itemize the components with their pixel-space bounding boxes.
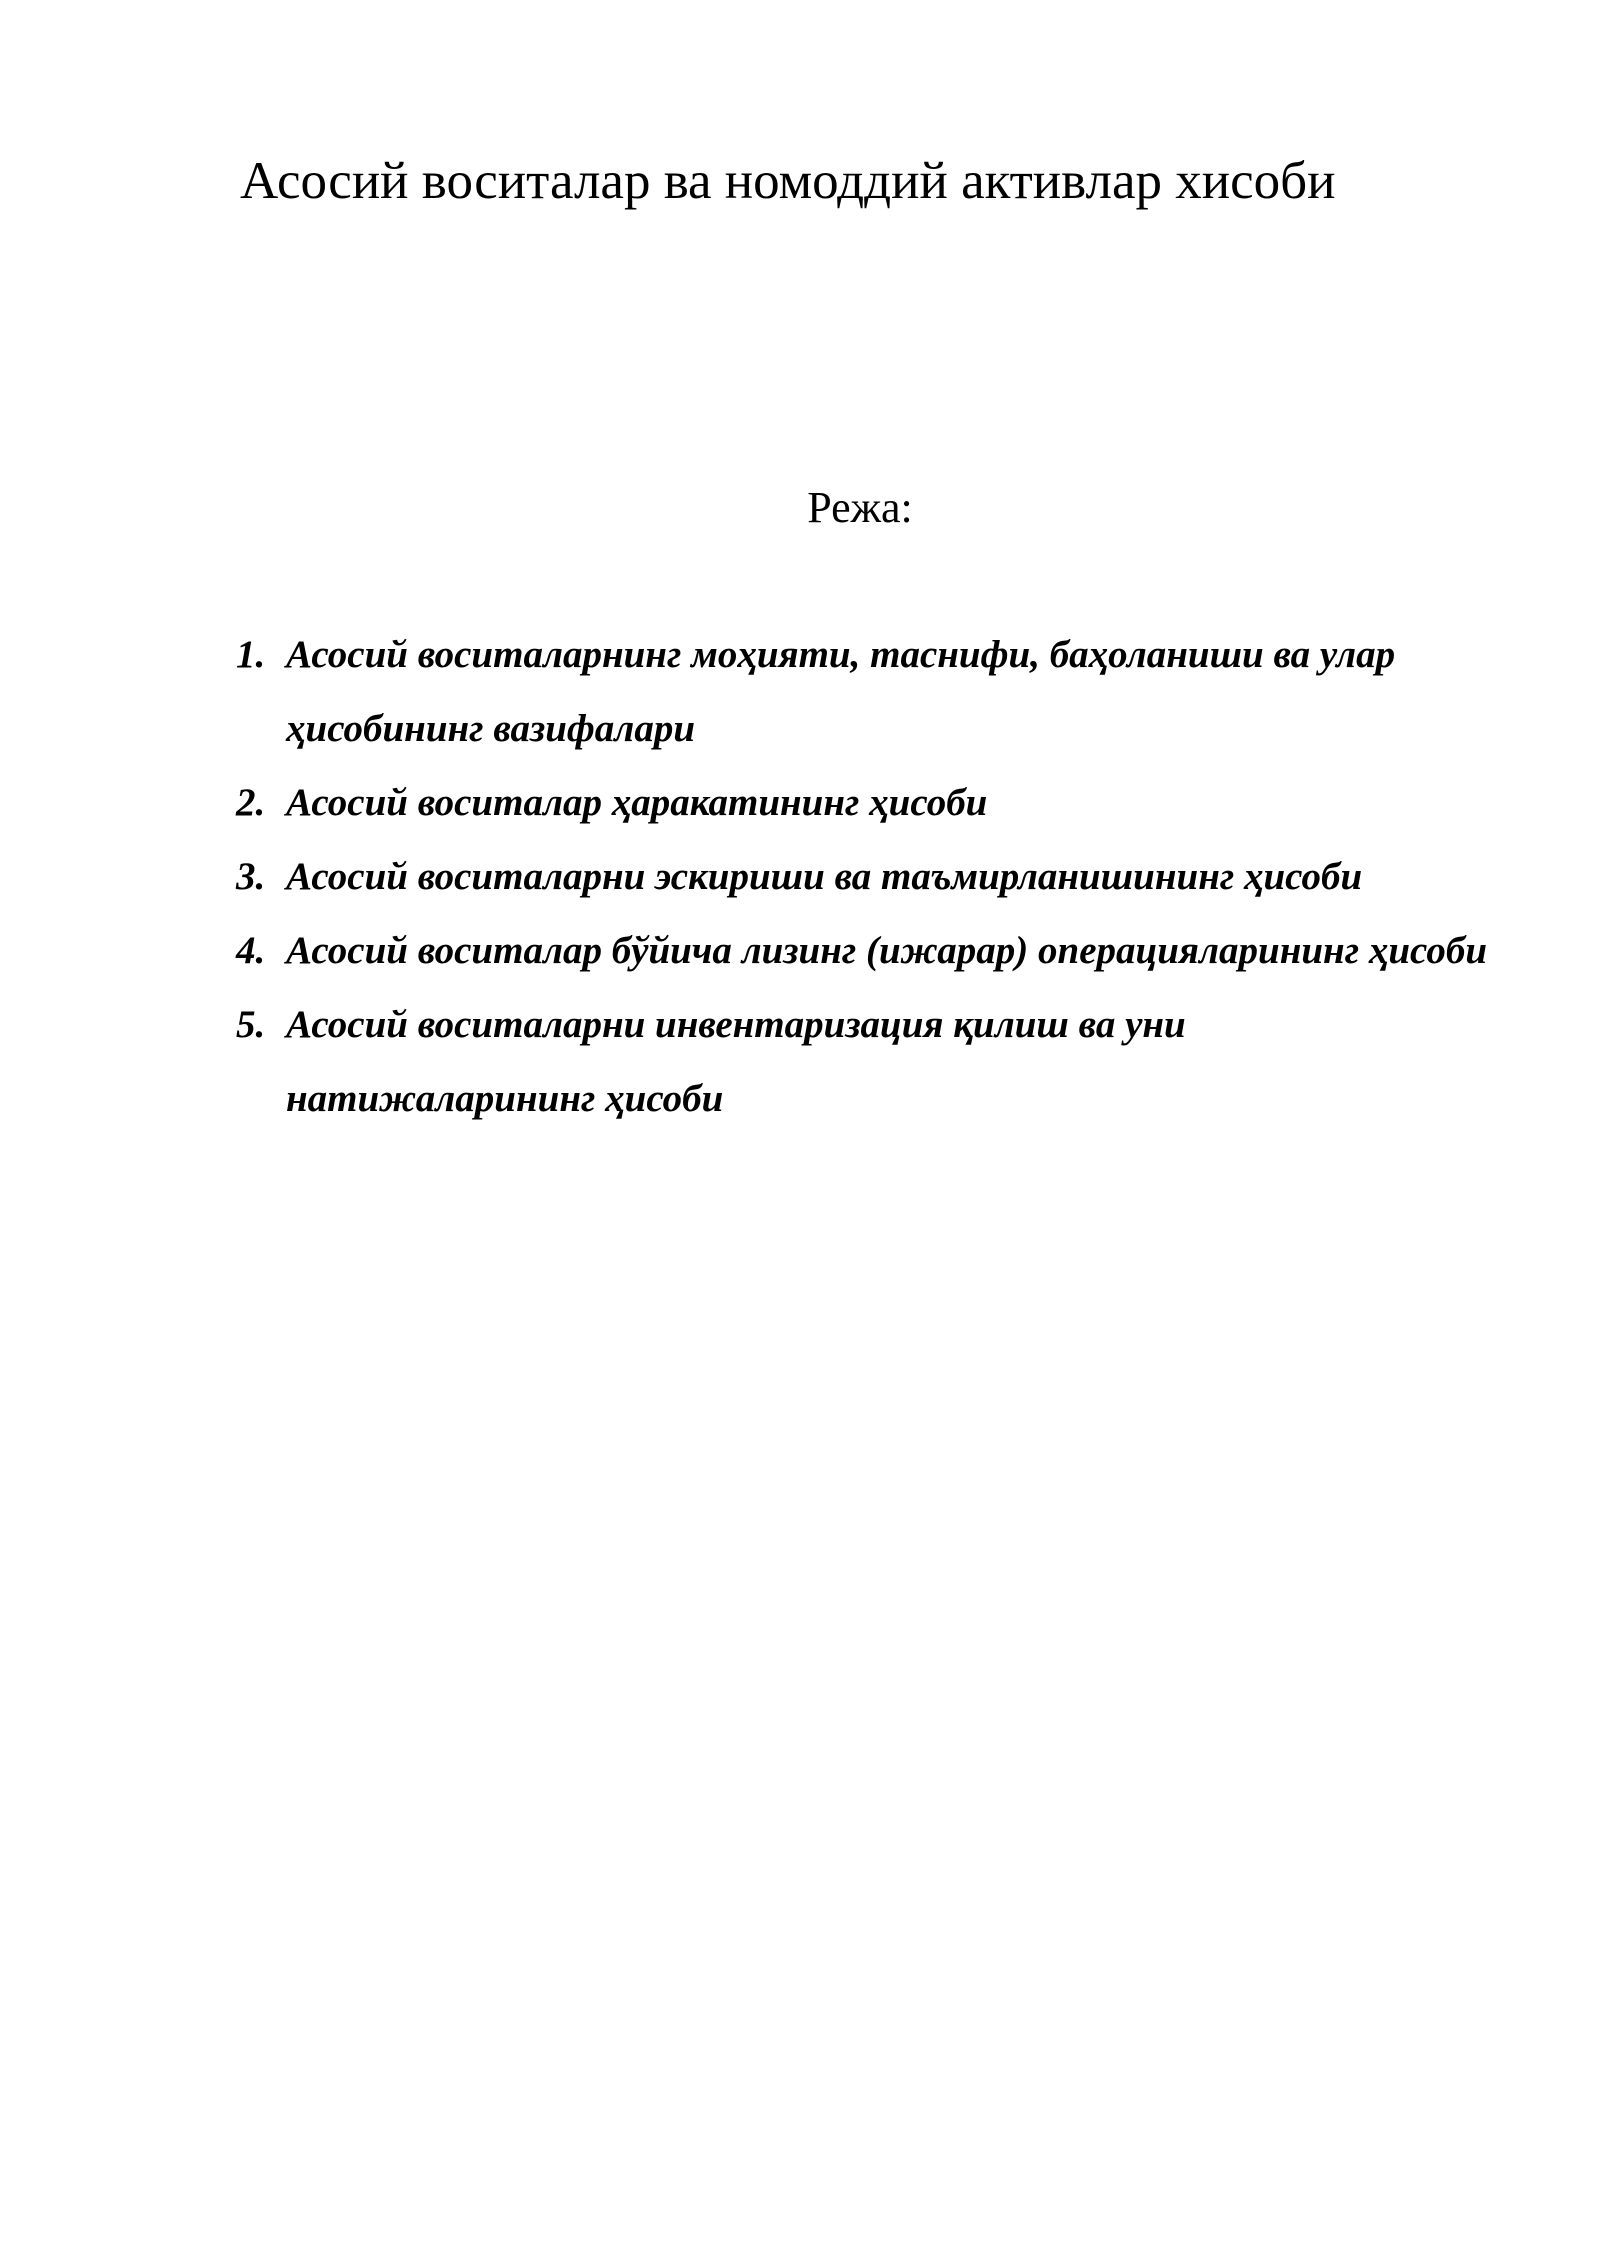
plan-item-3 [236,840,1496,914]
plan-item-text: Асосий воситаларнинг моҳияти, таснифи, баҳоланиши ва улар ҳисобининг вазифалари [286,633,1396,750]
plan-item-1 [236,618,1496,766]
plan-heading: Режа: [807,483,913,532]
plan-item-number: 2. [236,781,266,824]
plan-item-4 [236,914,1496,988]
plan-item-text: Асосий воситаларни инвентаризация қилиш ва уни натижаларининг ҳисоби [286,1003,1186,1120]
document-title: Асосий воситалар ва номоддий активлар хисоби [240,152,1336,210]
plan-item-2 [236,766,1496,840]
plan-item-number: 3. [236,855,266,898]
plan-item-number: 4. [236,929,266,972]
plan-item-number: 1. [236,633,266,676]
plan-item-text: Асосий воситалар ҳаракатининг ҳисоби [286,781,988,824]
plan-item-5 [236,988,1496,1136]
plan-list [236,618,1496,1136]
plan-item-text: Асосий воситалар бўйича лизинг (ижарар) операцияларининг ҳисоби [286,929,1488,972]
plan-item-text: Асосий воситаларни эскириши ва таъмирланишининг ҳисоби [286,855,1363,898]
plan-item-number: 5. [236,1003,266,1046]
